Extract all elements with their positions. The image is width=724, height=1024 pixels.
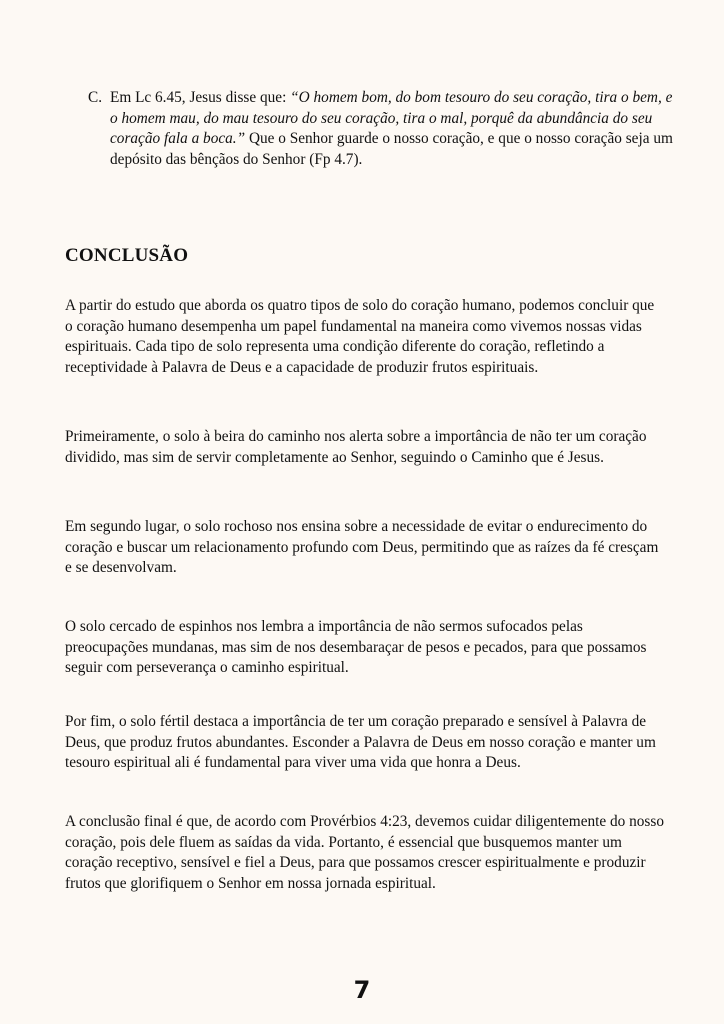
paragraph-1: A partir do estudo que aborda os quatro tipos de solo do coração humano, podemos concluir que o coração humano desempenha um papel fundamental na maneira como vivemos nossas vidas espirituais. Cada tipo de solo representa uma condição diferente do coração, refletindo a receptividade à Palavra de Deus e a capacidade de produzir frutos espirituais. xyxy=(65,297,655,376)
list-marker: C. xyxy=(88,89,103,106)
paragraph-5: Por fim, o solo fértil destaca a importância de ter um coração preparado e sensível à Palavra de Deus, que produz frutos abundantes. Esconder a Palavra de Deus em nosso coração e manter um tesouro espiritual ali é fundamental para viver uma vida que honra a Deus. xyxy=(65,713,656,772)
paragraph-4: O solo cercado de espinhos nos lembra a importância de não sermos sufocados pelas preocupações mundanas, mas sim de nos desembaraçar de pesos e pecados, para que possamos seguir com perseverança o caminho espiritual. xyxy=(65,618,647,677)
paragraph-3: Em segundo lugar, o solo rochoso nos ensina sobre a necessidade de evitar o endurecimento do coração e buscar um relacionamento profundo com Deus, permitindo que as raízes da fé cresçam e se desenvolvam. xyxy=(65,518,659,577)
quote-intro: Em Lc 6.45, Jesus disse que: xyxy=(110,89,291,106)
page-number: 7 xyxy=(353,976,371,1004)
bible-quote: “O homem bom, do bom tesouro do seu coração, tira o bem, e o homem mau, do mau tesouro do seu coração, tira o mal, porquê da abundância do seu coração fala a boca.” xyxy=(110,89,673,148)
quote-followup: Que o Senhor guarde o nosso coração, e que o nosso coração seja um depósito das bênçãos do Senhor (Fp 4.7). xyxy=(110,130,673,168)
list-item-c xyxy=(88,88,673,170)
paragraph-6: A conclusão final é que, de acordo com Provérbios 4:23, devemos cuidar diligentemente do nosso coração, pois dele fluem as saídas da vida. Portanto, é essencial que busquemos manter um coração receptivo, sensível e fiel a Deus, para que possamos crescer espiritualmente e produzir frutos que glorifiquem o Senhor em nossa jornada espiritual. xyxy=(65,813,664,892)
list-item-text xyxy=(110,88,673,170)
paragraph-2: Primeiramente, o solo à beira do caminho nos alerta sobre a importância de não ter um coração dividido, mas sim de servir completamente ao Senhor, seguindo o Caminho que é Jesus. xyxy=(65,428,647,466)
section-heading: CONCLUSÃO xyxy=(65,245,189,266)
